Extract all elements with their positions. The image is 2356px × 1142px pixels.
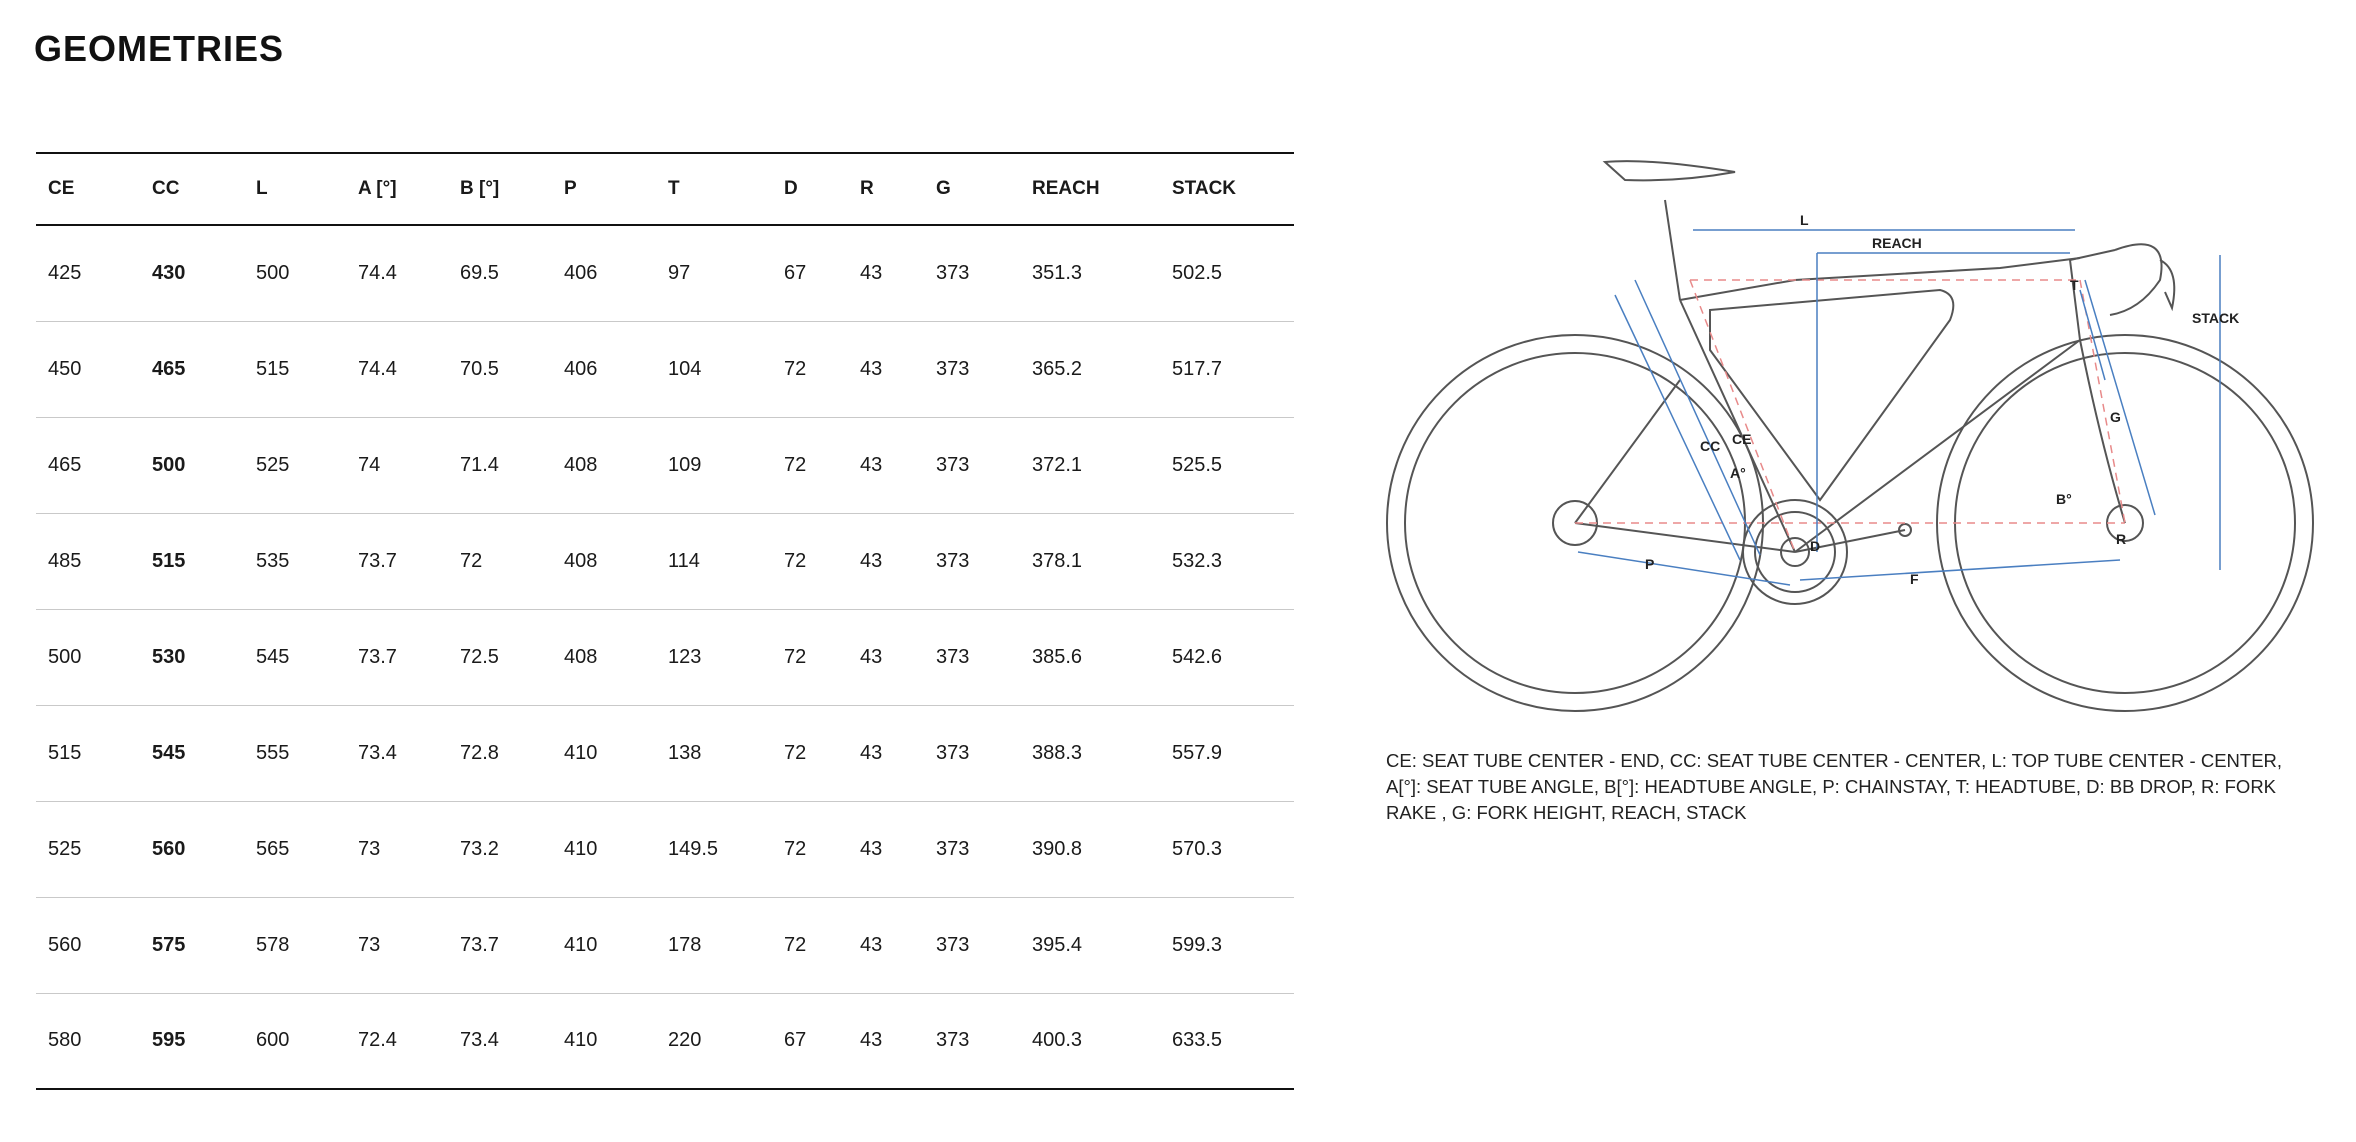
cell-t: 114 xyxy=(668,549,700,572)
seatstay xyxy=(1575,380,1680,523)
geometry-legend: CE: SEAT TUBE CENTER - END, CC: SEAT TUBE CENTER - CENTER, L: TOP TUBE CENTER - CENTER, A[°]: SEAT TUBE ANGLE, B[°]: HEADTUBE ANGLE, P: CHAINSTAY, T: HEADTUBE, D: BB DROP, R: FORK RAKE , G: FORK HEIGHT, REACH, STACK xyxy=(1386,750,2283,823)
cell-stack: 557.9 xyxy=(1172,741,1223,764)
column-header: A [°] xyxy=(358,178,397,199)
cell-b: 72.8 xyxy=(460,741,499,764)
cell-l: 535 xyxy=(256,549,290,572)
cell-t: 149.5 xyxy=(668,837,719,860)
cell-reach: 385.6 xyxy=(1032,645,1083,668)
bike-outline xyxy=(1387,161,2313,711)
cell-ce: 485 xyxy=(48,549,82,572)
label-r: R xyxy=(2116,531,2127,547)
table-row xyxy=(36,705,1294,801)
cell-r: 43 xyxy=(860,1029,883,1052)
cell-ce: 525 xyxy=(48,837,82,860)
column-header: T xyxy=(668,178,680,199)
cell-r: 43 xyxy=(860,933,883,956)
cell-stack: 633.5 xyxy=(1172,1029,1223,1052)
column-header: G xyxy=(936,178,951,199)
seat-angle-guide xyxy=(1690,280,1795,552)
seatpost xyxy=(1665,200,1680,300)
table-row xyxy=(36,609,1294,705)
cc-dimension xyxy=(1615,295,1740,560)
cell-l: 565 xyxy=(256,837,290,860)
cell-stack: 599.3 xyxy=(1172,933,1223,956)
cell-reach: 395.4 xyxy=(1032,933,1083,956)
cell-a: 73.7 xyxy=(358,645,397,668)
cell-d: 67 xyxy=(784,261,807,284)
seat-tube xyxy=(1680,300,1795,552)
cell-b: 70.5 xyxy=(460,357,499,380)
cell-l: 578 xyxy=(256,933,290,956)
cell-stack: 570.3 xyxy=(1172,837,1223,860)
cell-cc: 515 xyxy=(152,549,186,572)
column-header: L xyxy=(256,178,268,199)
cell-l: 600 xyxy=(256,1029,290,1052)
cell-reach: 372.1 xyxy=(1032,453,1083,476)
label-p: P xyxy=(1645,556,1655,572)
geometry-table xyxy=(36,152,1294,1090)
cell-ce: 425 xyxy=(48,261,82,284)
cell-l: 545 xyxy=(256,645,290,668)
cell-g: 373 xyxy=(936,645,970,668)
column-header: CC xyxy=(152,178,180,199)
cell-g: 373 xyxy=(936,933,970,956)
cell-r: 43 xyxy=(860,837,883,860)
cell-t: 178 xyxy=(668,933,702,956)
cell-r: 43 xyxy=(860,261,883,284)
cell-t: 220 xyxy=(668,1029,702,1052)
table-row xyxy=(36,321,1294,417)
cell-cc: 595 xyxy=(152,1029,186,1052)
cell-t: 123 xyxy=(668,645,702,668)
column-header: REACH xyxy=(1032,178,1100,199)
cell-p: 408 xyxy=(564,549,598,572)
cell-cc: 430 xyxy=(152,261,186,284)
cell-b: 73.4 xyxy=(460,1029,499,1052)
cell-r: 43 xyxy=(860,357,883,380)
cell-p: 410 xyxy=(564,741,598,764)
cell-cc: 575 xyxy=(152,933,186,956)
cell-ce: 500 xyxy=(48,645,82,668)
column-header: R xyxy=(860,178,874,199)
cell-reach: 388.3 xyxy=(1032,741,1083,764)
cell-g: 373 xyxy=(936,741,970,764)
saddle xyxy=(1605,161,1735,180)
cell-t: 109 xyxy=(668,453,702,476)
cell-d: 72 xyxy=(784,837,807,860)
cell-a: 72.4 xyxy=(358,1029,397,1052)
table-row xyxy=(36,513,1294,609)
table-row xyxy=(36,993,1294,1089)
cell-l: 525 xyxy=(256,453,290,476)
label-t: T xyxy=(2070,277,2079,293)
cell-reach: 378.1 xyxy=(1032,549,1083,572)
cell-d: 72 xyxy=(784,741,807,764)
frame-panel xyxy=(1710,290,1953,500)
cell-p: 406 xyxy=(564,261,598,284)
cell-stack: 525.5 xyxy=(1172,453,1223,476)
cell-p: 408 xyxy=(564,645,598,668)
cell-p: 408 xyxy=(564,453,598,476)
cell-t: 97 xyxy=(668,261,691,284)
table-row xyxy=(36,417,1294,513)
label-l: L xyxy=(1800,212,1809,228)
label-g: G xyxy=(2110,409,2121,425)
table-row xyxy=(36,897,1294,993)
cell-ce: 560 xyxy=(48,933,82,956)
label-d: D xyxy=(1810,538,1821,554)
cell-d: 72 xyxy=(784,933,807,956)
table-row xyxy=(36,225,1294,321)
cell-reach: 351.3 xyxy=(1032,261,1083,284)
cell-t: 104 xyxy=(668,357,702,380)
g-dimension xyxy=(2085,280,2155,515)
cell-r: 43 xyxy=(860,453,883,476)
cell-d: 72 xyxy=(784,645,807,668)
cell-a: 73 xyxy=(358,933,381,956)
cell-reach: 365.2 xyxy=(1032,357,1083,380)
cell-ce: 450 xyxy=(48,357,82,380)
cell-r: 43 xyxy=(860,645,883,668)
cell-d: 72 xyxy=(784,453,807,476)
cell-b: 71.4 xyxy=(460,453,499,476)
cell-g: 373 xyxy=(936,549,970,572)
label-f: F xyxy=(1910,571,1919,587)
cell-cc: 530 xyxy=(152,645,186,668)
label-b: B° xyxy=(2056,491,2072,507)
cell-ce: 580 xyxy=(48,1029,82,1052)
cell-ce: 465 xyxy=(48,453,82,476)
cell-b: 72.5 xyxy=(460,645,499,668)
cell-p: 406 xyxy=(564,357,598,380)
cell-b: 72 xyxy=(460,549,483,572)
cell-l: 500 xyxy=(256,261,290,284)
column-header: B [°] xyxy=(460,178,500,199)
column-header: D xyxy=(784,178,798,199)
cell-reach: 390.8 xyxy=(1032,837,1083,860)
cell-a: 74.4 xyxy=(358,357,397,380)
cell-p: 410 xyxy=(564,837,598,860)
cell-b: 73.7 xyxy=(460,933,499,956)
cell-d: 67 xyxy=(784,1029,807,1052)
fork xyxy=(2080,340,2125,523)
cell-cc: 545 xyxy=(152,741,186,764)
cell-stack: 517.7 xyxy=(1172,357,1223,380)
table-row xyxy=(36,801,1294,897)
cell-p: 410 xyxy=(564,933,598,956)
ce-dimension xyxy=(1635,280,1760,555)
cell-a: 74 xyxy=(358,453,381,476)
cell-cc: 465 xyxy=(152,357,186,380)
cell-l: 555 xyxy=(256,741,290,764)
cell-l: 515 xyxy=(256,357,290,380)
cell-t: 138 xyxy=(668,741,702,764)
header-row xyxy=(36,153,1294,225)
cell-a: 73 xyxy=(358,837,381,860)
cell-g: 373 xyxy=(936,1029,970,1052)
cell-b: 73.2 xyxy=(460,837,499,860)
cell-r: 43 xyxy=(860,741,883,764)
column-header: CE xyxy=(48,178,75,199)
label-stack: STACK xyxy=(2192,310,2240,326)
column-header: STACK xyxy=(1172,178,1237,199)
label-ce: CE xyxy=(1732,431,1752,447)
label-cc: CC xyxy=(1700,438,1721,454)
cell-d: 72 xyxy=(784,357,807,380)
cell-g: 373 xyxy=(936,453,970,476)
cell-stack: 502.5 xyxy=(1172,261,1223,284)
cell-g: 373 xyxy=(936,357,970,380)
page-title: GEOMETRIES xyxy=(34,28,285,69)
cell-g: 373 xyxy=(936,837,970,860)
cell-a: 73.4 xyxy=(358,741,397,764)
head-tube xyxy=(2070,260,2080,340)
cell-a: 74.4 xyxy=(358,261,397,284)
handlebar xyxy=(2110,244,2162,315)
cell-cc: 500 xyxy=(152,453,186,476)
bike-geometry-diagram xyxy=(1380,140,2340,730)
cell-g: 373 xyxy=(936,261,970,284)
cell-p: 410 xyxy=(564,1029,598,1052)
cell-cc: 560 xyxy=(152,837,186,860)
label-a: A° xyxy=(1730,465,1746,481)
cell-d: 72 xyxy=(784,549,807,572)
cell-ce: 515 xyxy=(48,741,82,764)
stem xyxy=(2070,250,2115,260)
cell-b: 69.5 xyxy=(460,261,499,284)
cell-a: 73.7 xyxy=(358,549,397,572)
column-header: P xyxy=(564,178,577,199)
cell-stack: 532.3 xyxy=(1172,549,1223,572)
label-reach: REACH xyxy=(1872,235,1922,251)
diagram-labels xyxy=(1645,212,2239,587)
cell-stack: 542.6 xyxy=(1172,645,1223,668)
cell-reach: 400.3 xyxy=(1032,1029,1083,1052)
top-tube xyxy=(1680,258,2080,300)
cell-r: 43 xyxy=(860,549,883,572)
